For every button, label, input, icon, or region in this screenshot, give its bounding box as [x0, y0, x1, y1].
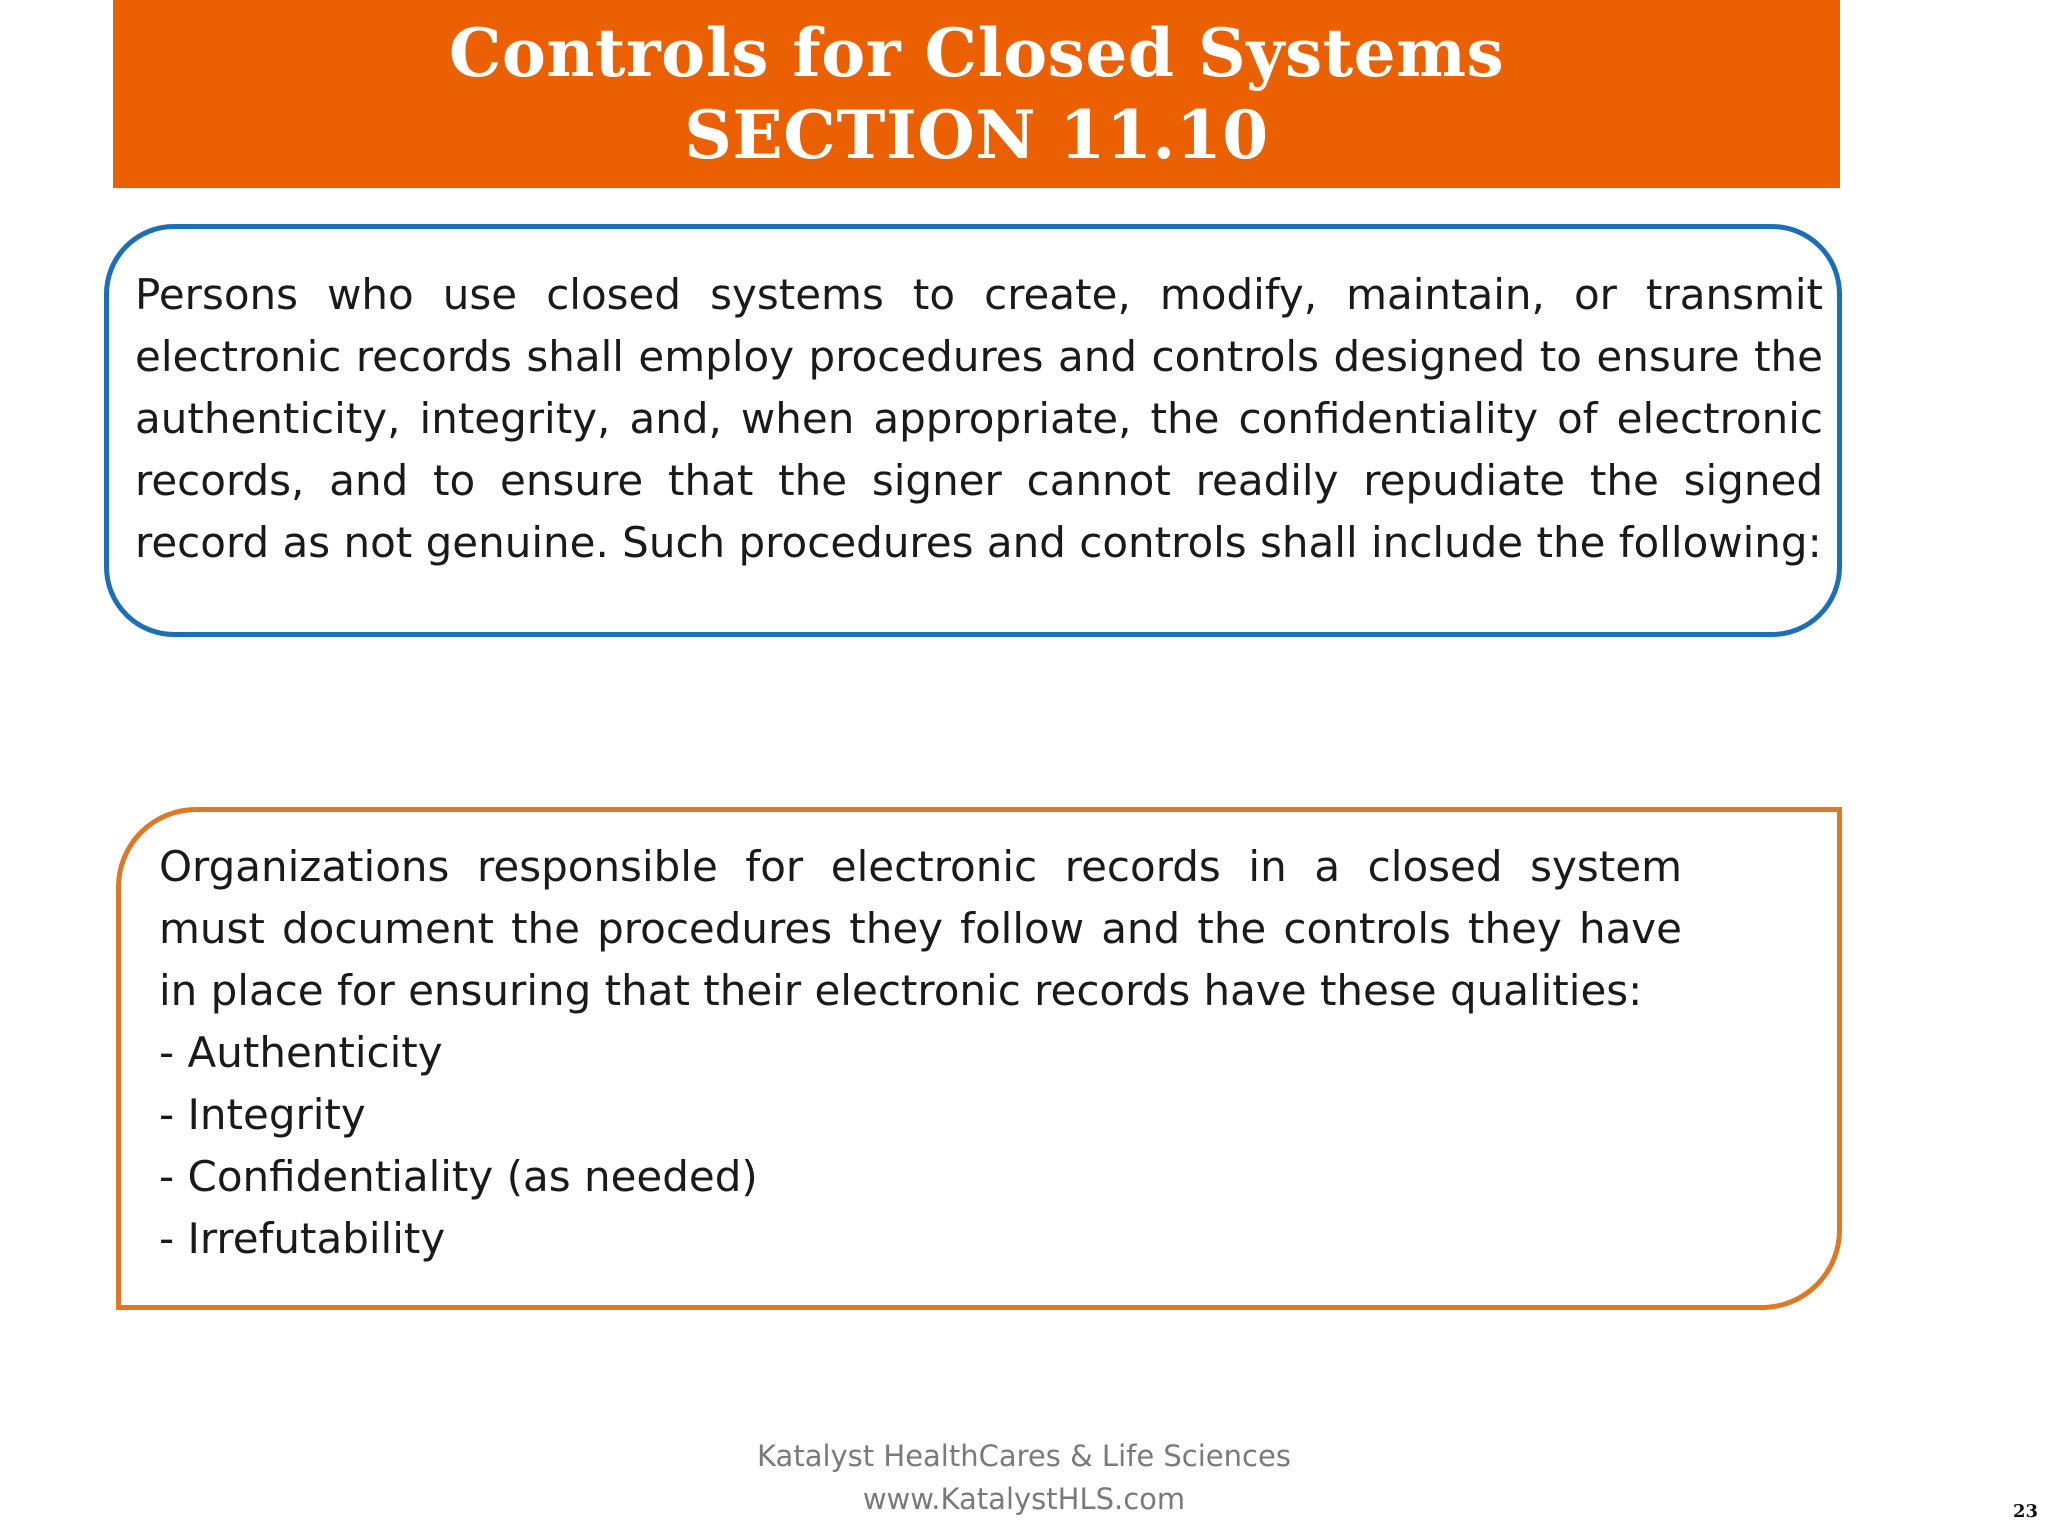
quality-item-irrefutability: - Irrefutability: [159, 1214, 446, 1263]
requirements-intro: Organizations responsible for electronic records in a closed system must document the procedures they follow and the controls they have in place for ensuring that their electronic records have these qualities:: [159, 842, 1682, 1015]
slide-title: Controls for Closed Systems: [448, 14, 1505, 92]
title-banner: [113, 0, 1840, 188]
footer: [0, 1435, 2048, 1521]
requirements-content: [159, 836, 1682, 1270]
footer-company: Katalyst HealthCares & Life Sciences: [757, 1439, 1291, 1473]
quality-item-authenticity: - Authenticity: [159, 1028, 443, 1077]
quality-item-confidentiality: - Confidentiality (as needed): [159, 1152, 758, 1201]
footer-website: www.KatalystHLS.com: [862, 1482, 1186, 1516]
quality-item-integrity: - Integrity: [159, 1090, 366, 1139]
slide-subtitle: SECTION 11.10: [684, 96, 1269, 174]
definition-text: Persons who use closed systems to create, modify, maintain, or transmit electronic records shall employ procedures and controls designed to ensure the authenticity, integrity, and, when appropriate, the confidentiality of electronic records, and to ensure that the signer cannot readily repudiate the signed record as not genuine. Such procedures and controls shall include the following:: [135, 270, 1823, 567]
qualities-list: [159, 1022, 1682, 1270]
page-number: 23: [2012, 1501, 2038, 1522]
